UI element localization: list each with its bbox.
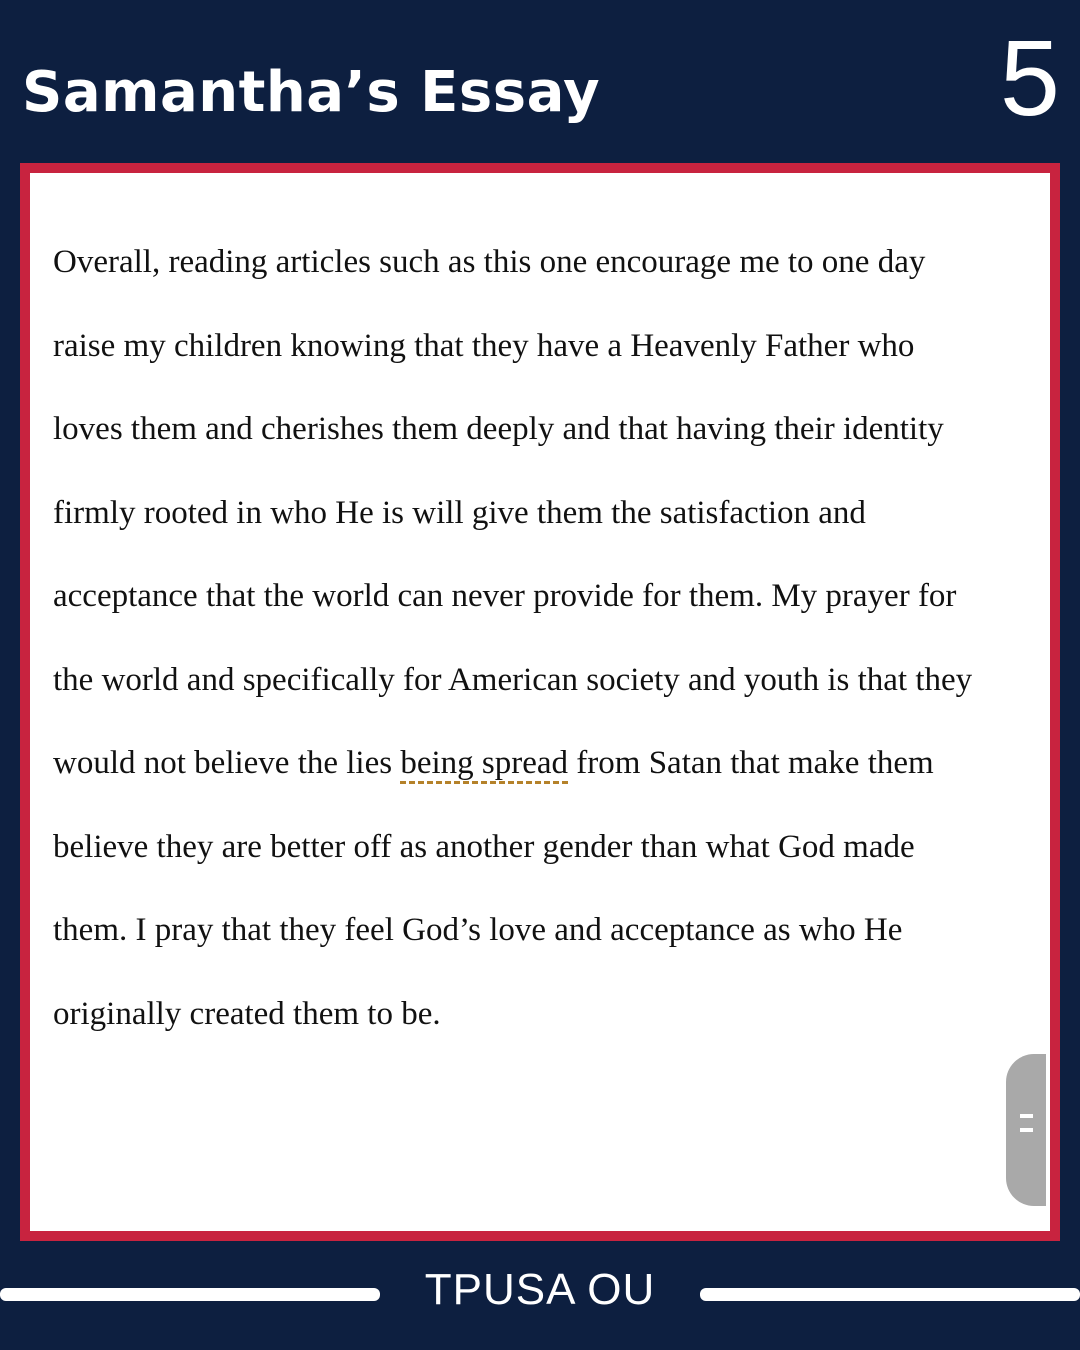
essay-line: loves them and cherishes them deeply and that having their identity — [53, 411, 944, 447]
essay-text: would not believe the lies — [53, 745, 401, 781]
essay-line: them. I pray that they feel God’s love and acceptance as who He — [53, 912, 903, 948]
grip-icon — [1020, 1128, 1033, 1132]
essay-line: acceptance that the world can never provide for them. My prayer for — [53, 578, 957, 614]
footer-divider-left — [0, 1288, 380, 1301]
essay-line: originally created them to be. — [53, 995, 441, 1032]
essay-line: Overall, reading articles such as this one encourage me to one day — [53, 244, 926, 280]
grip-icon — [1020, 1114, 1033, 1118]
essay-text: from Satan that make them — [568, 745, 934, 781]
page-number: 5 — [999, 17, 1060, 138]
essay-frame — [20, 163, 1060, 1241]
essay-body — [53, 221, 1050, 1056]
grammar-flagged-phrase[interactable]: being spread — [400, 745, 569, 781]
essay-line — [53, 722, 1050, 806]
essay-line: believe they are better off as another gender than what God made — [53, 828, 915, 865]
essay-document — [30, 173, 1050, 1231]
essay-line: firmly rooted in who He is will give them the satisfaction and — [53, 494, 866, 531]
essay-line: the world and specifically for American society and youth is that they — [53, 661, 973, 698]
side-panel-handle[interactable] — [1006, 1054, 1046, 1206]
essay-title: Samantha’s Essay — [22, 60, 601, 125]
footer-label: TPUSA OU — [424, 1265, 656, 1314]
footer-divider-right — [700, 1288, 1080, 1301]
essay-line: raise my children knowing that they have a Heavenly Father who — [53, 327, 915, 364]
